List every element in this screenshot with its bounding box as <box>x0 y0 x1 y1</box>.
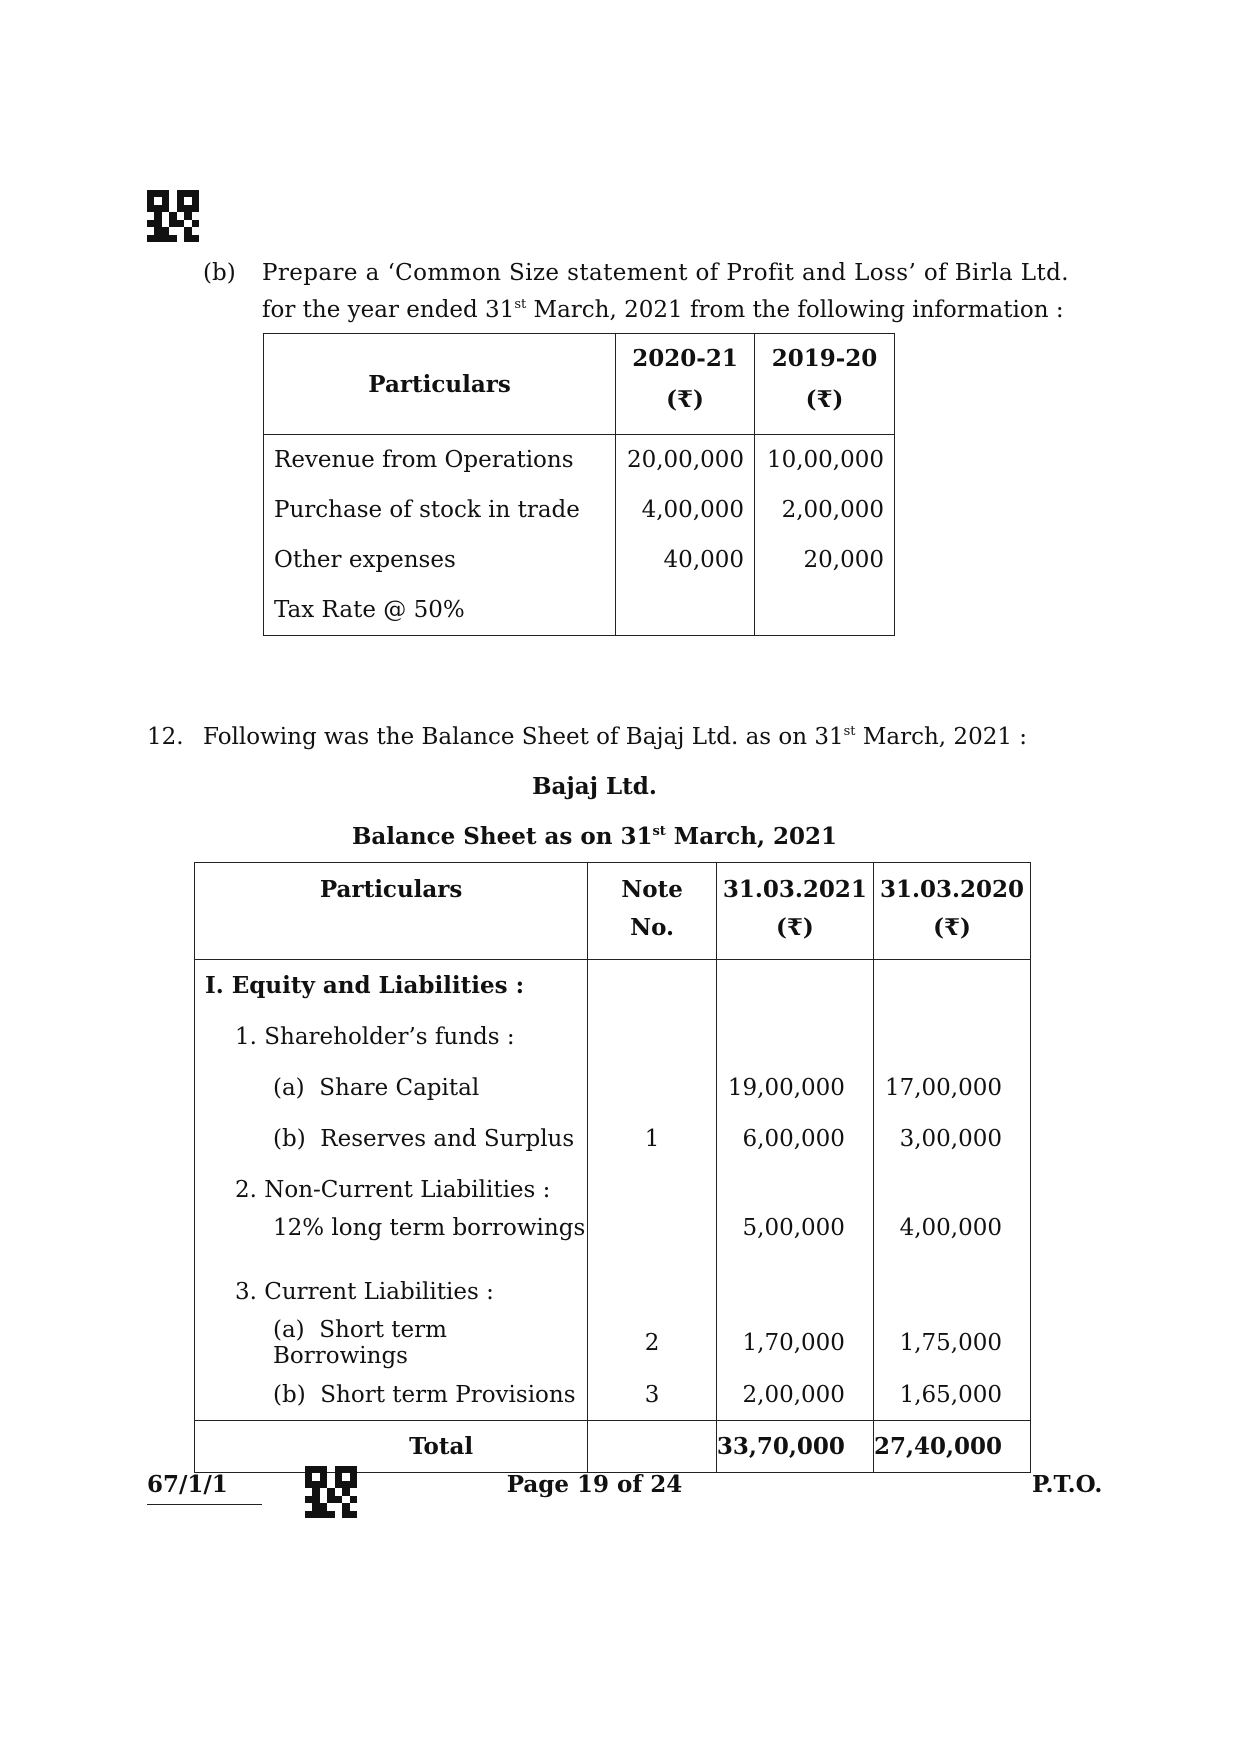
table-row: Other expenses 40,000 20,000 <box>264 535 895 585</box>
qr-code-icon <box>147 190 199 242</box>
table-row: I. Equity and Liabilities : <box>195 960 1031 1012</box>
paper-code-underline <box>147 1504 262 1505</box>
table-row: 12% long term borrowings 5,00,000 4,00,000 <box>195 1215 1031 1266</box>
question-b-line1: Prepare a ‘Common Size statement of Profit and Loss’ of Birla Ltd. <box>262 260 1069 286</box>
table-row: (b) Short term Provisions 3 2,00,000 1,65,000 <box>195 1369 1031 1421</box>
header-particulars: Particulars <box>264 334 616 435</box>
company-name: Bajaj Ltd. <box>532 773 657 800</box>
total-row: Total 33,70,000 27,40,000 <box>195 1421 1031 1473</box>
paper-code: 67/1/1 <box>147 1471 228 1498</box>
table-row: (a) Share Capital 19,00,000 17,00,000 <box>195 1062 1031 1113</box>
table-row: 2. Non-Current Liabilities : <box>195 1164 1031 1215</box>
header-note-no: Note No. <box>588 863 717 960</box>
table-row: 1. Shareholder’s funds : <box>195 1011 1031 1062</box>
table-row: (b) Reserves and Surplus 1 6,00,000 3,00,000 <box>195 1113 1031 1164</box>
question-12-text: Following was the Balance Sheet of Bajaj Ltd. as on 31st March, 2021 : <box>203 724 1028 750</box>
table-header-row <box>264 334 895 435</box>
table-row: Revenue from Operations 20,00,000 10,00,000 <box>264 435 895 486</box>
table-row: Tax Rate @ 50% <box>264 585 895 636</box>
question-12-number: 12. <box>147 724 184 750</box>
header-31-03-2020: 31.03.2020 (₹) <box>873 863 1030 960</box>
header-2019-20: 2019-20 (₹) <box>755 334 895 435</box>
balance-sheet-table <box>194 862 1031 1473</box>
page-number: Page 19 of 24 <box>506 1471 683 1498</box>
table-row: (a) Short term Borrowings 2 1,70,000 1,75,000 <box>195 1317 1031 1369</box>
profit-loss-table <box>263 333 895 636</box>
pto-label: P.T.O. <box>1032 1471 1103 1498</box>
question-b-line2: for the year ended 31st March, 2021 from the following information : <box>262 297 1064 323</box>
table-header-row <box>195 863 1031 960</box>
question-b-label: (b) <box>203 260 236 286</box>
table-row: Purchase of stock in trade 4,00,000 2,00,000 <box>264 485 895 535</box>
header-31-03-2021: 31.03.2021 (₹) <box>716 863 873 960</box>
header-2020-21: 2020-21 (₹) <box>616 334 755 435</box>
balance-sheet-title: Balance Sheet as on 31st March, 2021 <box>351 823 838 850</box>
table-row: 3. Current Liabilities : <box>195 1266 1031 1317</box>
header-particulars: Particulars <box>195 863 588 960</box>
